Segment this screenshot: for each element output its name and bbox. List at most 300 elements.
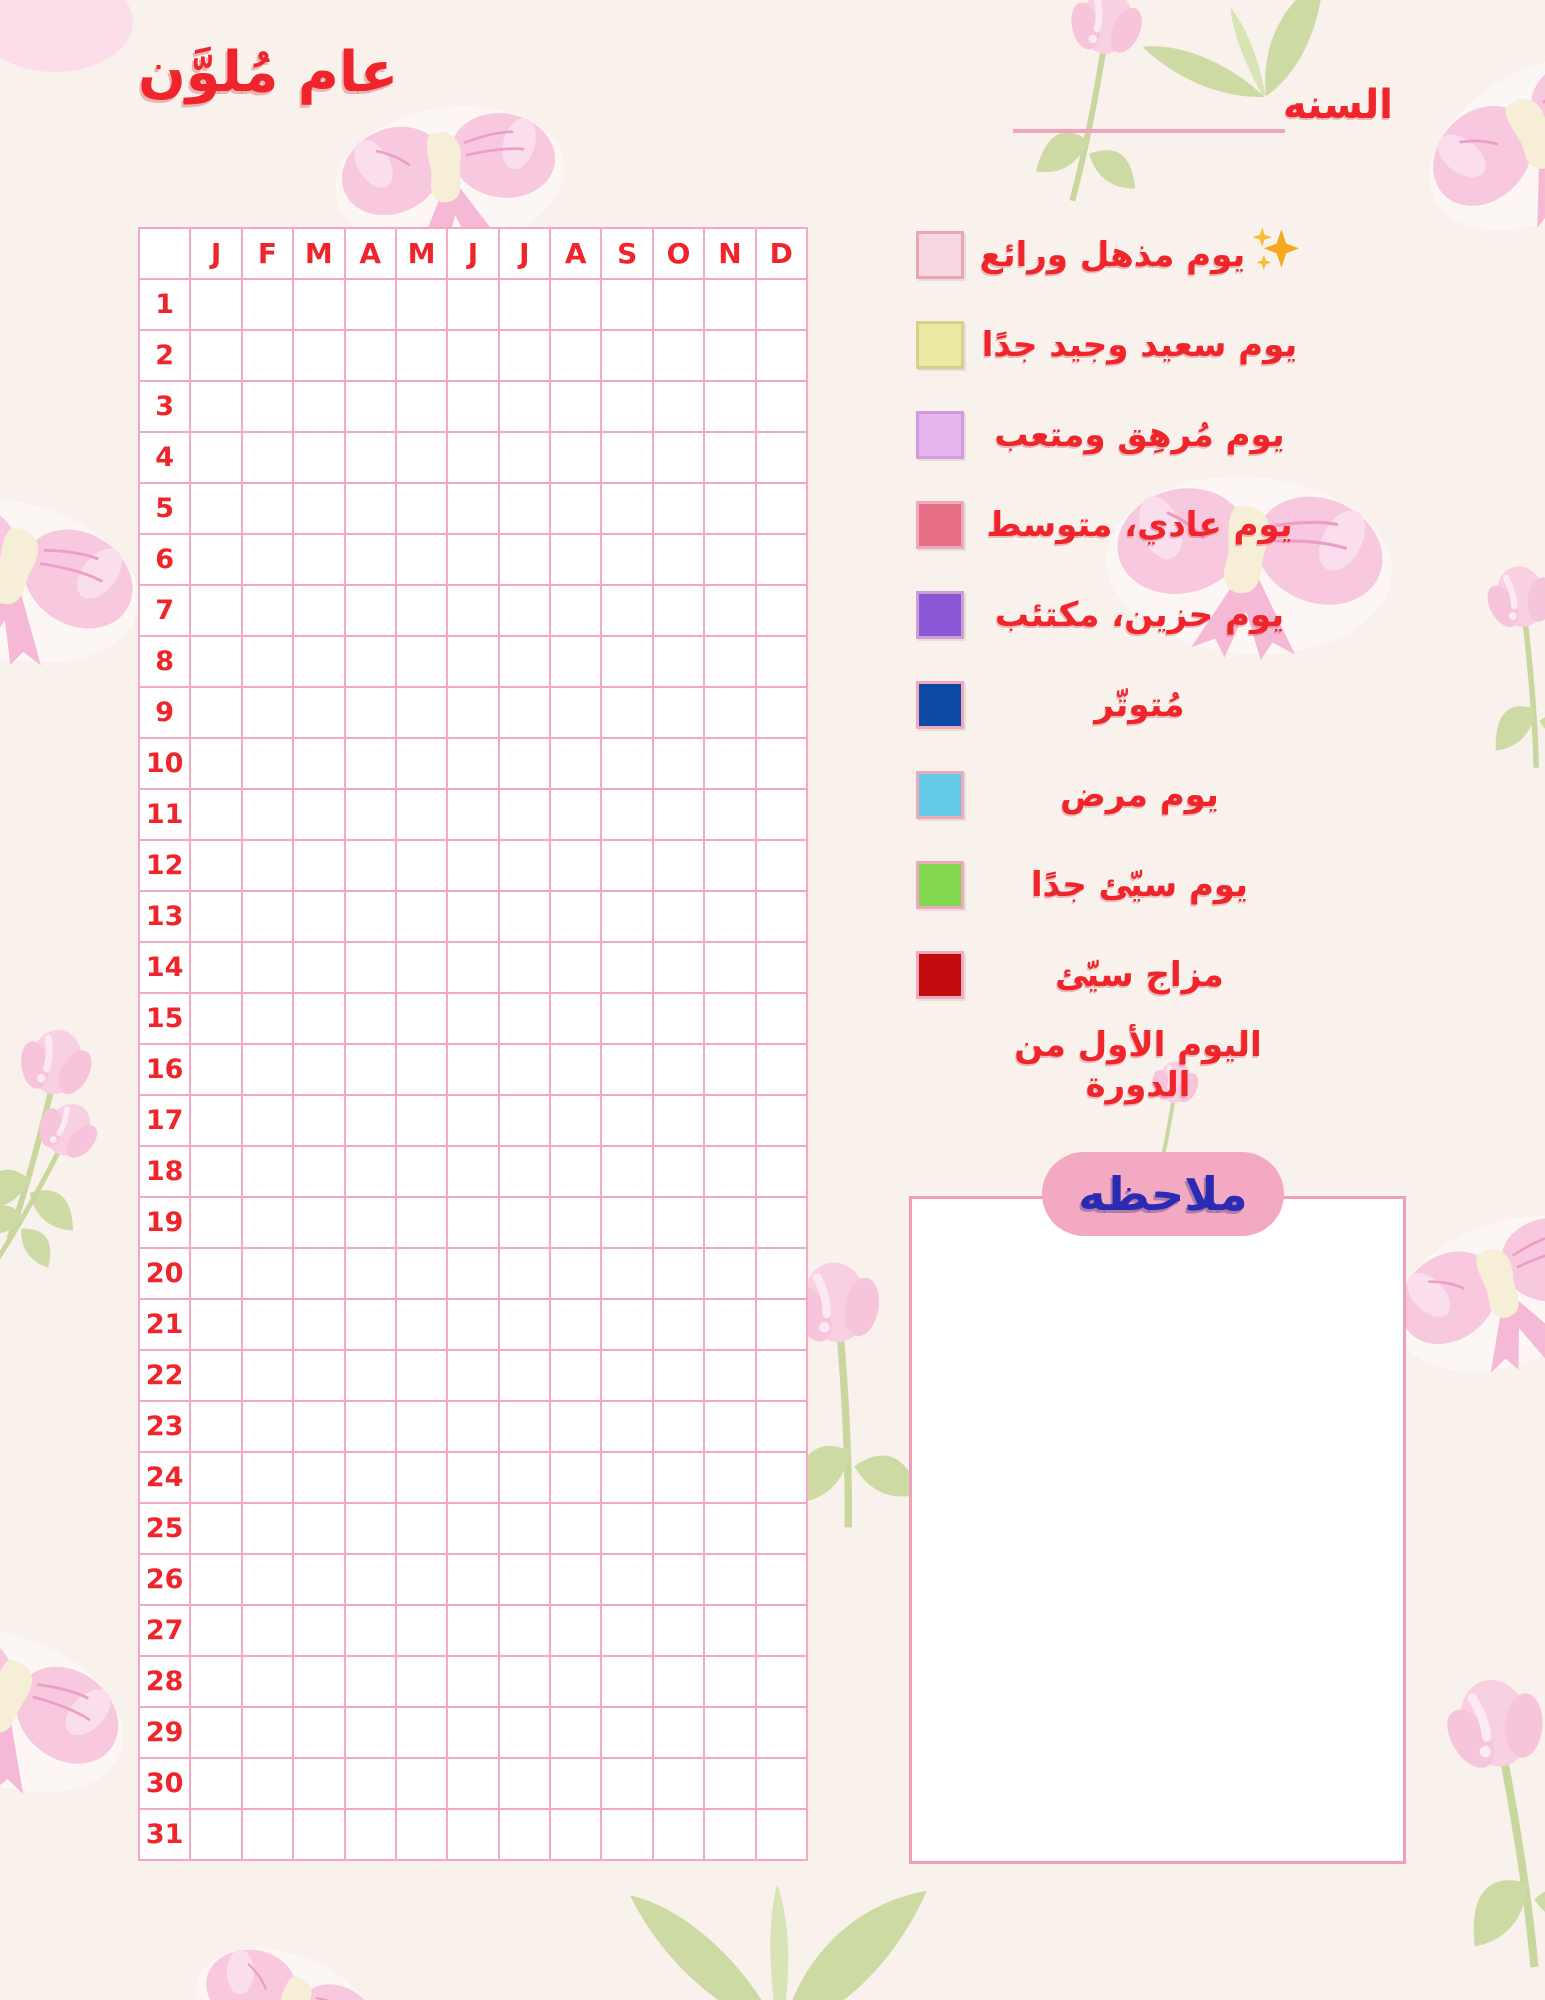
day-cell-21-2[interactable] <box>243 1300 292 1349</box>
day-cell-27-2[interactable] <box>243 1606 292 1655</box>
day-cell-30-4[interactable] <box>346 1759 395 1808</box>
day-cell-20-1[interactable] <box>191 1249 240 1298</box>
day-cell-10-5[interactable] <box>397 739 446 788</box>
day-cell-29-1[interactable] <box>191 1708 240 1757</box>
day-cell-5-7[interactable] <box>500 484 549 533</box>
day-cell-5-11[interactable] <box>705 484 754 533</box>
day-cell-12-8[interactable] <box>551 841 600 890</box>
day-cell-19-9[interactable] <box>602 1198 651 1247</box>
day-cell-8-1[interactable] <box>191 637 240 686</box>
day-cell-7-12[interactable] <box>757 586 806 635</box>
day-cell-11-4[interactable] <box>346 790 395 839</box>
day-cell-13-12[interactable] <box>757 892 806 941</box>
day-cell-25-7[interactable] <box>500 1504 549 1553</box>
day-cell-17-12[interactable] <box>757 1096 806 1145</box>
day-cell-15-2[interactable] <box>243 994 292 1043</box>
day-cell-2-1[interactable] <box>191 331 240 380</box>
day-cell-16-11[interactable] <box>705 1045 754 1094</box>
day-cell-9-1[interactable] <box>191 688 240 737</box>
day-cell-10-10[interactable] <box>654 739 703 788</box>
day-cell-12-7[interactable] <box>500 841 549 890</box>
day-cell-16-5[interactable] <box>397 1045 446 1094</box>
day-cell-11-3[interactable] <box>294 790 343 839</box>
day-cell-17-3[interactable] <box>294 1096 343 1145</box>
day-cell-14-2[interactable] <box>243 943 292 992</box>
day-cell-21-7[interactable] <box>500 1300 549 1349</box>
day-cell-16-1[interactable] <box>191 1045 240 1094</box>
day-cell-21-4[interactable] <box>346 1300 395 1349</box>
day-cell-26-8[interactable] <box>551 1555 600 1604</box>
day-cell-10-9[interactable] <box>602 739 651 788</box>
day-cell-7-11[interactable] <box>705 586 754 635</box>
day-cell-24-3[interactable] <box>294 1453 343 1502</box>
day-cell-31-7[interactable] <box>500 1810 549 1859</box>
day-cell-3-8[interactable] <box>551 382 600 431</box>
day-cell-12-5[interactable] <box>397 841 446 890</box>
day-cell-27-9[interactable] <box>602 1606 651 1655</box>
day-cell-24-2[interactable] <box>243 1453 292 1502</box>
day-cell-1-11[interactable] <box>705 280 754 329</box>
day-cell-26-1[interactable] <box>191 1555 240 1604</box>
day-cell-31-3[interactable] <box>294 1810 343 1859</box>
day-cell-12-3[interactable] <box>294 841 343 890</box>
day-cell-23-6[interactable] <box>448 1402 497 1451</box>
day-cell-28-6[interactable] <box>448 1657 497 1706</box>
day-cell-31-5[interactable] <box>397 1810 446 1859</box>
day-cell-19-1[interactable] <box>191 1198 240 1247</box>
day-cell-15-3[interactable] <box>294 994 343 1043</box>
day-cell-30-3[interactable] <box>294 1759 343 1808</box>
day-cell-15-10[interactable] <box>654 994 703 1043</box>
day-cell-23-5[interactable] <box>397 1402 446 1451</box>
day-cell-12-4[interactable] <box>346 841 395 890</box>
day-cell-25-4[interactable] <box>346 1504 395 1553</box>
day-cell-6-8[interactable] <box>551 535 600 584</box>
day-cell-3-3[interactable] <box>294 382 343 431</box>
day-cell-25-8[interactable] <box>551 1504 600 1553</box>
day-cell-28-2[interactable] <box>243 1657 292 1706</box>
day-cell-10-1[interactable] <box>191 739 240 788</box>
day-cell-28-4[interactable] <box>346 1657 395 1706</box>
day-cell-8-4[interactable] <box>346 637 395 686</box>
day-cell-27-3[interactable] <box>294 1606 343 1655</box>
day-cell-24-4[interactable] <box>346 1453 395 1502</box>
day-cell-23-11[interactable] <box>705 1402 754 1451</box>
day-cell-9-10[interactable] <box>654 688 703 737</box>
day-cell-30-2[interactable] <box>243 1759 292 1808</box>
day-cell-12-9[interactable] <box>602 841 651 890</box>
day-cell-25-10[interactable] <box>654 1504 703 1553</box>
day-cell-30-12[interactable] <box>757 1759 806 1808</box>
day-cell-18-10[interactable] <box>654 1147 703 1196</box>
day-cell-15-11[interactable] <box>705 994 754 1043</box>
day-cell-3-7[interactable] <box>500 382 549 431</box>
day-cell-14-12[interactable] <box>757 943 806 992</box>
day-cell-7-2[interactable] <box>243 586 292 635</box>
day-cell-19-4[interactable] <box>346 1198 395 1247</box>
day-cell-10-2[interactable] <box>243 739 292 788</box>
day-cell-19-7[interactable] <box>500 1198 549 1247</box>
day-cell-30-8[interactable] <box>551 1759 600 1808</box>
year-input-line[interactable] <box>1013 129 1285 133</box>
day-cell-17-4[interactable] <box>346 1096 395 1145</box>
day-cell-13-5[interactable] <box>397 892 446 941</box>
day-cell-10-3[interactable] <box>294 739 343 788</box>
day-cell-9-2[interactable] <box>243 688 292 737</box>
day-cell-29-2[interactable] <box>243 1708 292 1757</box>
day-cell-7-3[interactable] <box>294 586 343 635</box>
day-cell-10-6[interactable] <box>448 739 497 788</box>
day-cell-29-4[interactable] <box>346 1708 395 1757</box>
day-cell-6-4[interactable] <box>346 535 395 584</box>
day-cell-28-1[interactable] <box>191 1657 240 1706</box>
day-cell-16-12[interactable] <box>757 1045 806 1094</box>
day-cell-30-11[interactable] <box>705 1759 754 1808</box>
day-cell-5-4[interactable] <box>346 484 395 533</box>
day-cell-22-4[interactable] <box>346 1351 395 1400</box>
day-cell-11-7[interactable] <box>500 790 549 839</box>
day-cell-4-10[interactable] <box>654 433 703 482</box>
day-cell-3-2[interactable] <box>243 382 292 431</box>
day-cell-15-4[interactable] <box>346 994 395 1043</box>
day-cell-5-1[interactable] <box>191 484 240 533</box>
day-cell-11-1[interactable] <box>191 790 240 839</box>
day-cell-1-12[interactable] <box>757 280 806 329</box>
day-cell-24-7[interactable] <box>500 1453 549 1502</box>
day-cell-27-5[interactable] <box>397 1606 446 1655</box>
day-cell-14-7[interactable] <box>500 943 549 992</box>
day-cell-14-5[interactable] <box>397 943 446 992</box>
day-cell-5-6[interactable] <box>448 484 497 533</box>
day-cell-24-5[interactable] <box>397 1453 446 1502</box>
day-cell-3-5[interactable] <box>397 382 446 431</box>
day-cell-3-10[interactable] <box>654 382 703 431</box>
day-cell-20-5[interactable] <box>397 1249 446 1298</box>
day-cell-16-7[interactable] <box>500 1045 549 1094</box>
day-cell-18-1[interactable] <box>191 1147 240 1196</box>
day-cell-22-10[interactable] <box>654 1351 703 1400</box>
day-cell-2-11[interactable] <box>705 331 754 380</box>
day-cell-15-12[interactable] <box>757 994 806 1043</box>
day-cell-1-4[interactable] <box>346 280 395 329</box>
day-cell-25-3[interactable] <box>294 1504 343 1553</box>
day-cell-1-9[interactable] <box>602 280 651 329</box>
day-cell-24-12[interactable] <box>757 1453 806 1502</box>
day-cell-18-7[interactable] <box>500 1147 549 1196</box>
day-cell-14-1[interactable] <box>191 943 240 992</box>
day-cell-21-1[interactable] <box>191 1300 240 1349</box>
day-cell-2-9[interactable] <box>602 331 651 380</box>
day-cell-31-9[interactable] <box>602 1810 651 1859</box>
day-cell-22-3[interactable] <box>294 1351 343 1400</box>
day-cell-31-6[interactable] <box>448 1810 497 1859</box>
day-cell-13-4[interactable] <box>346 892 395 941</box>
day-cell-31-2[interactable] <box>243 1810 292 1859</box>
day-cell-12-11[interactable] <box>705 841 754 890</box>
day-cell-26-9[interactable] <box>602 1555 651 1604</box>
day-cell-13-2[interactable] <box>243 892 292 941</box>
day-cell-18-6[interactable] <box>448 1147 497 1196</box>
day-cell-5-8[interactable] <box>551 484 600 533</box>
day-cell-9-8[interactable] <box>551 688 600 737</box>
day-cell-11-10[interactable] <box>654 790 703 839</box>
day-cell-3-9[interactable] <box>602 382 651 431</box>
day-cell-3-4[interactable] <box>346 382 395 431</box>
day-cell-20-10[interactable] <box>654 1249 703 1298</box>
day-cell-11-5[interactable] <box>397 790 446 839</box>
day-cell-25-12[interactable] <box>757 1504 806 1553</box>
day-cell-13-8[interactable] <box>551 892 600 941</box>
day-cell-30-6[interactable] <box>448 1759 497 1808</box>
day-cell-18-2[interactable] <box>243 1147 292 1196</box>
day-cell-29-11[interactable] <box>705 1708 754 1757</box>
day-cell-12-12[interactable] <box>757 841 806 890</box>
day-cell-28-3[interactable] <box>294 1657 343 1706</box>
day-cell-17-8[interactable] <box>551 1096 600 1145</box>
day-cell-23-7[interactable] <box>500 1402 549 1451</box>
day-cell-29-12[interactable] <box>757 1708 806 1757</box>
day-cell-10-11[interactable] <box>705 739 754 788</box>
day-cell-10-7[interactable] <box>500 739 549 788</box>
day-cell-20-4[interactable] <box>346 1249 395 1298</box>
day-cell-1-1[interactable] <box>191 280 240 329</box>
day-cell-2-10[interactable] <box>654 331 703 380</box>
day-cell-20-11[interactable] <box>705 1249 754 1298</box>
day-cell-26-10[interactable] <box>654 1555 703 1604</box>
day-cell-17-10[interactable] <box>654 1096 703 1145</box>
day-cell-27-1[interactable] <box>191 1606 240 1655</box>
day-cell-4-8[interactable] <box>551 433 600 482</box>
day-cell-26-3[interactable] <box>294 1555 343 1604</box>
day-cell-10-8[interactable] <box>551 739 600 788</box>
day-cell-12-1[interactable] <box>191 841 240 890</box>
day-cell-19-6[interactable] <box>448 1198 497 1247</box>
day-cell-2-8[interactable] <box>551 331 600 380</box>
day-cell-7-9[interactable] <box>602 586 651 635</box>
day-cell-1-6[interactable] <box>448 280 497 329</box>
day-cell-8-6[interactable] <box>448 637 497 686</box>
day-cell-29-3[interactable] <box>294 1708 343 1757</box>
day-cell-11-2[interactable] <box>243 790 292 839</box>
day-cell-9-3[interactable] <box>294 688 343 737</box>
day-cell-28-11[interactable] <box>705 1657 754 1706</box>
day-cell-7-4[interactable] <box>346 586 395 635</box>
day-cell-1-10[interactable] <box>654 280 703 329</box>
day-cell-21-11[interactable] <box>705 1300 754 1349</box>
day-cell-18-11[interactable] <box>705 1147 754 1196</box>
day-cell-8-2[interactable] <box>243 637 292 686</box>
day-cell-3-1[interactable] <box>191 382 240 431</box>
day-cell-15-6[interactable] <box>448 994 497 1043</box>
day-cell-28-5[interactable] <box>397 1657 446 1706</box>
day-cell-2-5[interactable] <box>397 331 446 380</box>
day-cell-17-2[interactable] <box>243 1096 292 1145</box>
day-cell-2-12[interactable] <box>757 331 806 380</box>
day-cell-22-2[interactable] <box>243 1351 292 1400</box>
day-cell-31-11[interactable] <box>705 1810 754 1859</box>
day-cell-2-7[interactable] <box>500 331 549 380</box>
day-cell-16-6[interactable] <box>448 1045 497 1094</box>
day-cell-22-9[interactable] <box>602 1351 651 1400</box>
day-cell-4-2[interactable] <box>243 433 292 482</box>
day-cell-19-11[interactable] <box>705 1198 754 1247</box>
day-cell-13-11[interactable] <box>705 892 754 941</box>
day-cell-2-2[interactable] <box>243 331 292 380</box>
day-cell-16-8[interactable] <box>551 1045 600 1094</box>
day-cell-29-6[interactable] <box>448 1708 497 1757</box>
day-cell-6-10[interactable] <box>654 535 703 584</box>
day-cell-3-12[interactable] <box>757 382 806 431</box>
day-cell-15-7[interactable] <box>500 994 549 1043</box>
day-cell-9-9[interactable] <box>602 688 651 737</box>
day-cell-28-10[interactable] <box>654 1657 703 1706</box>
day-cell-23-4[interactable] <box>346 1402 395 1451</box>
day-cell-15-5[interactable] <box>397 994 446 1043</box>
day-cell-1-5[interactable] <box>397 280 446 329</box>
day-cell-16-10[interactable] <box>654 1045 703 1094</box>
day-cell-2-3[interactable] <box>294 331 343 380</box>
day-cell-31-8[interactable] <box>551 1810 600 1859</box>
day-cell-25-11[interactable] <box>705 1504 754 1553</box>
day-cell-26-5[interactable] <box>397 1555 446 1604</box>
day-cell-6-2[interactable] <box>243 535 292 584</box>
day-cell-16-3[interactable] <box>294 1045 343 1094</box>
day-cell-30-5[interactable] <box>397 1759 446 1808</box>
day-cell-25-2[interactable] <box>243 1504 292 1553</box>
day-cell-14-6[interactable] <box>448 943 497 992</box>
day-cell-25-9[interactable] <box>602 1504 651 1553</box>
day-cell-22-8[interactable] <box>551 1351 600 1400</box>
day-cell-23-1[interactable] <box>191 1402 240 1451</box>
day-cell-28-9[interactable] <box>602 1657 651 1706</box>
day-cell-18-3[interactable] <box>294 1147 343 1196</box>
day-cell-6-3[interactable] <box>294 535 343 584</box>
day-cell-13-3[interactable] <box>294 892 343 941</box>
day-cell-16-9[interactable] <box>602 1045 651 1094</box>
day-cell-22-5[interactable] <box>397 1351 446 1400</box>
day-cell-22-7[interactable] <box>500 1351 549 1400</box>
day-cell-29-7[interactable] <box>500 1708 549 1757</box>
day-cell-26-11[interactable] <box>705 1555 754 1604</box>
day-cell-22-6[interactable] <box>448 1351 497 1400</box>
day-cell-14-9[interactable] <box>602 943 651 992</box>
day-cell-29-9[interactable] <box>602 1708 651 1757</box>
day-cell-30-1[interactable] <box>191 1759 240 1808</box>
day-cell-23-2[interactable] <box>243 1402 292 1451</box>
day-cell-17-6[interactable] <box>448 1096 497 1145</box>
day-cell-31-4[interactable] <box>346 1810 395 1859</box>
day-cell-28-8[interactable] <box>551 1657 600 1706</box>
day-cell-8-9[interactable] <box>602 637 651 686</box>
day-cell-23-10[interactable] <box>654 1402 703 1451</box>
day-cell-27-12[interactable] <box>757 1606 806 1655</box>
day-cell-5-12[interactable] <box>757 484 806 533</box>
day-cell-20-6[interactable] <box>448 1249 497 1298</box>
day-cell-11-9[interactable] <box>602 790 651 839</box>
day-cell-10-4[interactable] <box>346 739 395 788</box>
day-cell-9-7[interactable] <box>500 688 549 737</box>
day-cell-21-12[interactable] <box>757 1300 806 1349</box>
day-cell-6-5[interactable] <box>397 535 446 584</box>
day-cell-18-8[interactable] <box>551 1147 600 1196</box>
day-cell-14-11[interactable] <box>705 943 754 992</box>
day-cell-7-8[interactable] <box>551 586 600 635</box>
day-cell-17-7[interactable] <box>500 1096 549 1145</box>
day-cell-15-9[interactable] <box>602 994 651 1043</box>
day-cell-21-3[interactable] <box>294 1300 343 1349</box>
day-cell-26-12[interactable] <box>757 1555 806 1604</box>
day-cell-25-1[interactable] <box>191 1504 240 1553</box>
day-cell-19-12[interactable] <box>757 1198 806 1247</box>
day-cell-4-12[interactable] <box>757 433 806 482</box>
day-cell-13-1[interactable] <box>191 892 240 941</box>
day-cell-5-3[interactable] <box>294 484 343 533</box>
day-cell-9-11[interactable] <box>705 688 754 737</box>
day-cell-26-4[interactable] <box>346 1555 395 1604</box>
day-cell-19-8[interactable] <box>551 1198 600 1247</box>
day-cell-17-9[interactable] <box>602 1096 651 1145</box>
day-cell-11-6[interactable] <box>448 790 497 839</box>
day-cell-27-8[interactable] <box>551 1606 600 1655</box>
day-cell-10-12[interactable] <box>757 739 806 788</box>
day-cell-8-7[interactable] <box>500 637 549 686</box>
day-cell-11-12[interactable] <box>757 790 806 839</box>
day-cell-15-1[interactable] <box>191 994 240 1043</box>
day-cell-6-1[interactable] <box>191 535 240 584</box>
day-cell-4-6[interactable] <box>448 433 497 482</box>
day-cell-4-5[interactable] <box>397 433 446 482</box>
day-cell-26-7[interactable] <box>500 1555 549 1604</box>
day-cell-3-11[interactable] <box>705 382 754 431</box>
day-cell-18-12[interactable] <box>757 1147 806 1196</box>
day-cell-26-2[interactable] <box>243 1555 292 1604</box>
day-cell-7-7[interactable] <box>500 586 549 635</box>
day-cell-6-7[interactable] <box>500 535 549 584</box>
day-cell-20-8[interactable] <box>551 1249 600 1298</box>
day-cell-23-8[interactable] <box>551 1402 600 1451</box>
day-cell-19-3[interactable] <box>294 1198 343 1247</box>
day-cell-16-2[interactable] <box>243 1045 292 1094</box>
day-cell-7-10[interactable] <box>654 586 703 635</box>
day-cell-15-8[interactable] <box>551 994 600 1043</box>
day-cell-21-9[interactable] <box>602 1300 651 1349</box>
day-cell-3-6[interactable] <box>448 382 497 431</box>
day-cell-4-1[interactable] <box>191 433 240 482</box>
day-cell-28-7[interactable] <box>500 1657 549 1706</box>
day-cell-5-9[interactable] <box>602 484 651 533</box>
day-cell-8-11[interactable] <box>705 637 754 686</box>
day-cell-4-9[interactable] <box>602 433 651 482</box>
day-cell-1-8[interactable] <box>551 280 600 329</box>
day-cell-11-11[interactable] <box>705 790 754 839</box>
day-cell-31-12[interactable] <box>757 1810 806 1859</box>
day-cell-24-10[interactable] <box>654 1453 703 1502</box>
day-cell-27-7[interactable] <box>500 1606 549 1655</box>
day-cell-24-6[interactable] <box>448 1453 497 1502</box>
day-cell-6-11[interactable] <box>705 535 754 584</box>
day-cell-27-6[interactable] <box>448 1606 497 1655</box>
day-cell-8-3[interactable] <box>294 637 343 686</box>
day-cell-8-12[interactable] <box>757 637 806 686</box>
day-cell-18-5[interactable] <box>397 1147 446 1196</box>
day-cell-9-5[interactable] <box>397 688 446 737</box>
day-cell-29-10[interactable] <box>654 1708 703 1757</box>
day-cell-13-9[interactable] <box>602 892 651 941</box>
day-cell-24-11[interactable] <box>705 1453 754 1502</box>
day-cell-2-6[interactable] <box>448 331 497 380</box>
day-cell-24-1[interactable] <box>191 1453 240 1502</box>
day-cell-24-8[interactable] <box>551 1453 600 1502</box>
